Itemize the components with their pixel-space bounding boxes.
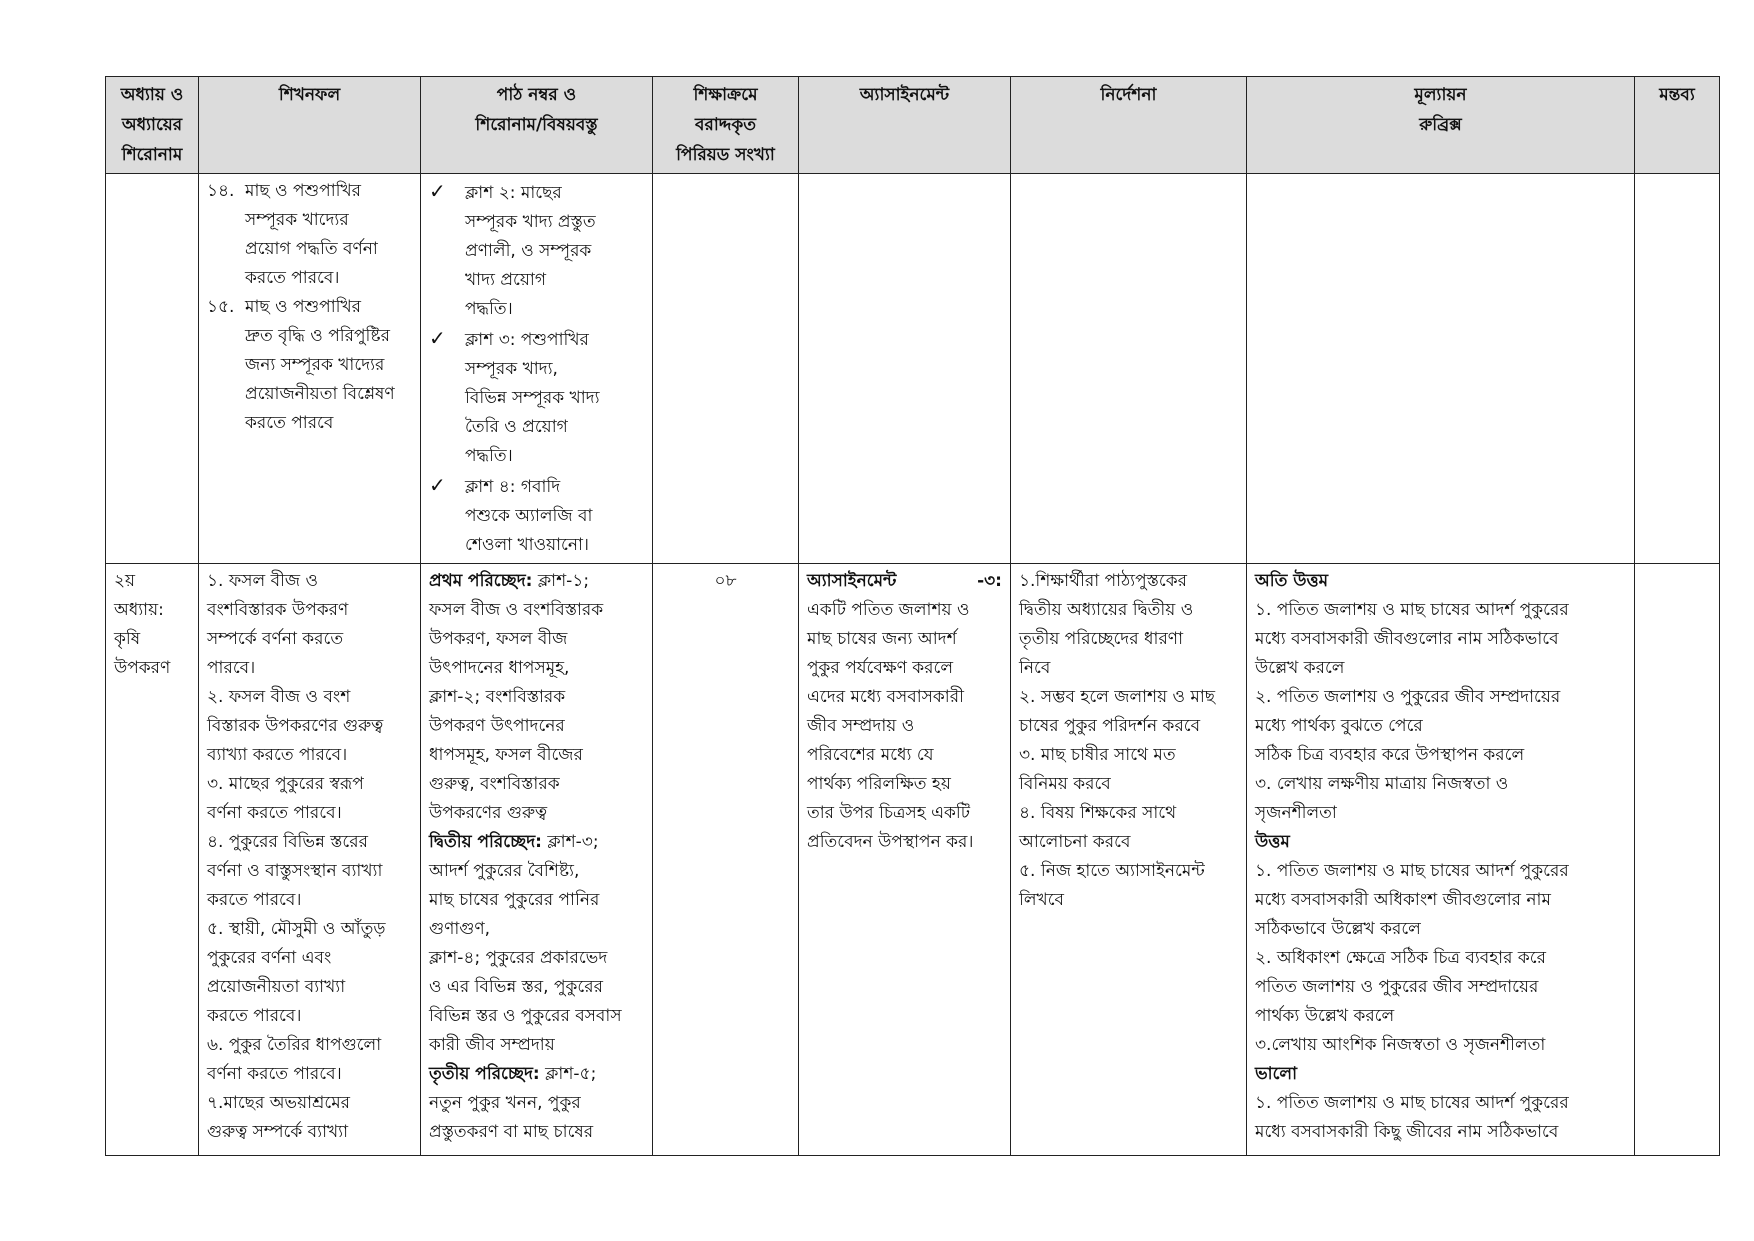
- assignment-cell: [799, 174, 1011, 564]
- assignment-cell: অ্যাসাইনমেন্ট -৩: একটি পতিত জলাশয় ও মাছ চাষের জন্য আদর্শ পুকুর পর্যবেক্ষণ করলে এদের মধ্যে বসবাসকারী জীব সম্প্রদায় ও পরিবেশের মধ্যে যে পার্থক্য পরিলক্ষিত হয় তার উপর চিত্রসহ একটি প্রতিবেদন উপস্থাপন কর।: [799, 564, 1011, 1156]
- check-mark-icon: ✓: [429, 473, 446, 497]
- lesson-cell: ✓ ক্লাশ ২: মাছের সম্পূরক খাদ্য প্রস্তুত প্রণালী, ও সম্পূরক খাদ্য প্রয়োগ পদ্ধতি। ✓ ক্লাশ ৩: পশুপাখির সম্পূরক খাদ্য, বিভিন্ন সম্পূরক খাদ্য তৈরি ও প্রয়োগ পদ্ধতি। ✓ ক্লাশ ৪: গবাদি পশুকে অ্যালজি বা শেওলা খাওয়ানো।: [421, 174, 653, 564]
- lesson-plan-table: [105, 76, 1720, 1156]
- periods-cell: [653, 174, 799, 564]
- table-row: [106, 564, 1720, 1156]
- check-mark-icon: ✓: [429, 179, 446, 203]
- header-outcomes: শিখনফল: [199, 77, 421, 174]
- instructions-cell: [1011, 174, 1247, 564]
- header-row: [106, 77, 1720, 174]
- remarks-cell: [1635, 564, 1720, 1156]
- check-mark-icon: ✓: [429, 326, 446, 350]
- lesson-cell: প্রথম পরিচ্ছেদ: ক্লাশ-১; ফসল বীজ ও বংশবিস্তারক উপকরণ, ফসল বীজ উৎপাদনের ধাপসমূহ, ক্লাশ-২; বংশবিস্তারক উপকরণ উৎপাদনের ধাপসমূহ, ফসল বীজের গুরুত্ব, বংশবিস্তারক উপকরণের গুরুত্ব দ্বিতীয় পরিচ্ছেদ: ক্লাশ-৩; আদর্শ পুকুরের বৈশিষ্ট্য, মাছ চাষের পুকুরের পানির গুণাগুণ, ক্লাশ-৪; পুকুরের প্রকারভেদ ও এর বিভিন্ন স্তর, পুকুরের বিভিন্ন স্তর ও পুকুরের বসবাস কারী জীব সম্প্রদায় তৃতীয় পরিচ্ছেদ: ক্লাশ-৫; নতুন পুকুর খনন, পুকুর প্রস্তুতকরণ বা মাছ চাষের: [421, 564, 653, 1156]
- outcomes-cell: ১. ফসল বীজ ও বংশবিস্তারক উপকরণ সম্পর্কে বর্ণনা করতে পারবে। ২. ফসল বীজ ও বংশ বিস্তারক উপকরণের গুরুত্ব ব্যাখ্যা করতে পারবে। ৩. মাছের পুকুরের স্বরূপ বর্ণনা করতে পারবে। ৪. পুকুরের বিভিন্ন স্তরের বর্ণনা ও বাস্তুসংস্থান ব্যাখ্যা করতে পারবে। ৫. স্থায়ী, মৌসুমী ও আঁতুড় পুকুরের বর্ণনা এবং প্রয়োজনীয়তা ব্যাখ্যা করতে পারবে। ৬. পুকুর তৈরির ধাপগুলো বর্ণনা করতে পারবে। ৭.মাছের অভয়াশ্রমের গুরুত্ব সম্পর্কে ব্যাখ্যা: [199, 564, 421, 1156]
- header-assignment: অ্যাসাইনমেন্ট: [799, 77, 1011, 174]
- evaluation-cell: [1247, 174, 1635, 564]
- header-instructions: নির্দেশনা: [1011, 77, 1247, 174]
- instructions-cell: ১.শিক্ষার্থীরা পাঠ্যপুস্তকের দ্বিতীয় অধ্যায়ের দ্বিতীয় ও তৃতীয় পরিচ্ছেদের ধারণা নিবে ২. সম্ভব হলে জলাশয় ও মাছ চাষের পুকুর পরিদর্শন করবে ৩. মাছ চাষীর সাথে মত বিনিময় করবে ৪. বিষয় শিক্ষকের সাথে আলোচনা করবে ৫. নিজ হাতে অ্যাসাইনমেন্ট লিখবে: [1011, 564, 1247, 1156]
- outcomes-cell: ১৪. মাছ ও পশুপাখির সম্পূরক খাদ্যের প্রয়োগ পদ্ধতি বর্ণনা করতে পারবে। ১৫. মাছ ও পশুপাখির দ্রুত বৃদ্ধি ও পরিপুষ্টির জন্য সম্পূরক খাদ্যের প্রয়োজনীয়তা বিশ্লেষণ করতে পারবে: [199, 174, 421, 564]
- header-remarks: মন্তব্য: [1635, 77, 1720, 174]
- header-lesson: পাঠ নম্বর ও শিরোনাম/বিষয়বস্তু: [421, 77, 653, 174]
- header-periods: শিক্ষাক্রমে বরাদ্দকৃত পিরিয়ড সংখ্যা: [653, 77, 799, 174]
- periods-cell: ০৮: [653, 564, 799, 1156]
- header-chapter: অধ্যায় ও অধ্যায়ের শিরোনাম: [106, 77, 199, 174]
- chapter-cell: [106, 174, 199, 564]
- evaluation-cell: অতি উত্তম ১. পতিত জলাশয় ও মাছ চাষের আদর্শ পুকুরের মধ্যে বসবাসকারী জীবগুলোর নাম সঠিকভাবে উল্লেখ করলে ২. পতিত জলাশয় ও পুকুরের জীব সম্প্রদায়ের মধ্যে পার্থক্য বুঝতে পেরে সঠিক চিত্র ব্যবহার করে উপস্থাপন করলে ৩. লেখায় লক্ষণীয় মাত্রায় নিজস্বতা ও সৃজনশীলতা উত্তম ১. পতিত জলাশয় ও মাছ চাষের আদর্শ পুকুরের মধ্যে বসবাসকারী অধিকাংশ জীবগুলোর নাম সঠিকভাবে উল্লেখ করলে ২. অধিকাংশ ক্ষেত্রে সঠিক চিত্র ব্যবহার করে পতিত জলাশয় ও পুকুরের জীব সম্প্রদায়ের পার্থক্য উল্লেখ করলে ৩.লেখায় আংশিক নিজস্বতা ও সৃজনশীলতা ভালো ১. পতিত জলাশয় ও মাছ চাষের আদর্শ পুকুরের মধ্যে বসবাসকারী কিছু জীবের নাম সঠিকভাবে: [1247, 564, 1635, 1156]
- chapter-cell: ২য় অধ্যায়: কৃষি উপকরণ: [106, 564, 199, 1156]
- header-evaluation: মূল্যায়ন রুব্রিক্স: [1247, 77, 1635, 174]
- remarks-cell: [1635, 174, 1720, 564]
- table-row: [106, 174, 1720, 564]
